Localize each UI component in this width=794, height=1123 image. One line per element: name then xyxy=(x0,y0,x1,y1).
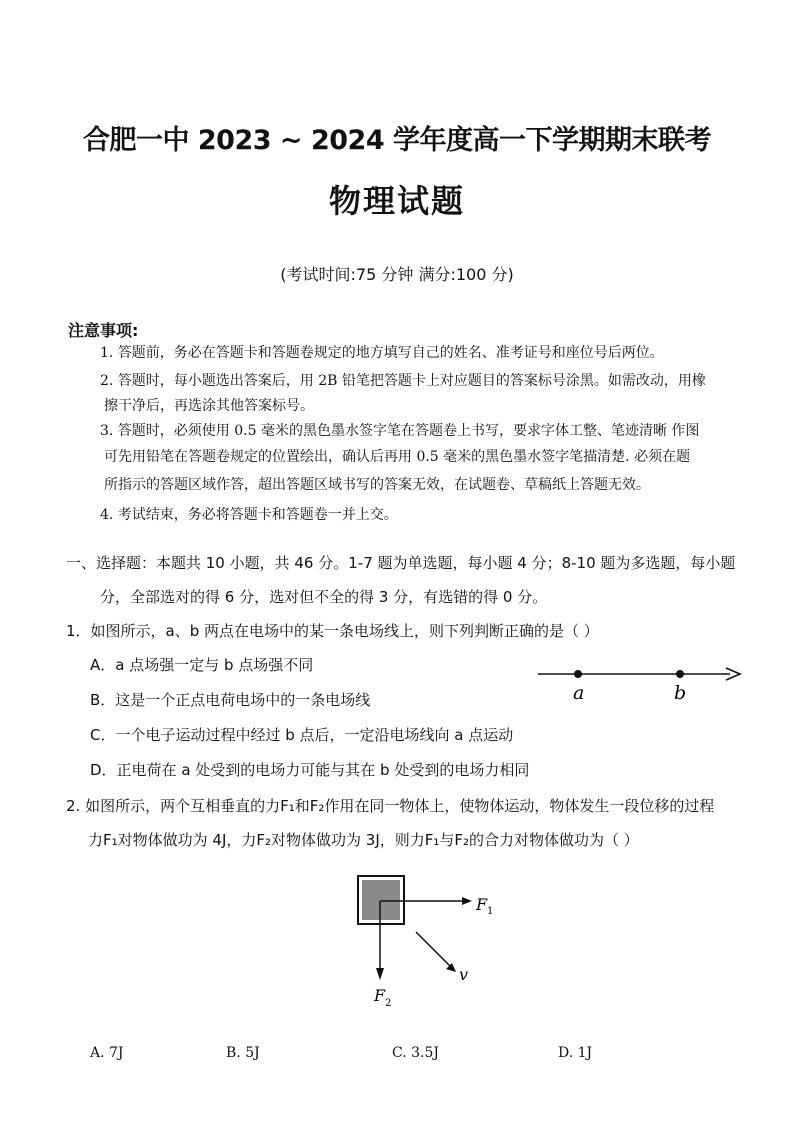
force-f1-label: F xyxy=(476,895,488,914)
q2-force-figure xyxy=(340,868,500,1018)
exam-info: (考试时间:75 分钟 满分:100 分) xyxy=(280,265,514,284)
q2-option-d: D. 1J xyxy=(558,1045,593,1061)
notice-item-2-cont: 擦干净后，再选涂其他答案标号。 xyxy=(104,398,314,414)
section1-line2: 分，全部选对的得 6 分，选对但不全的得 3 分，有选错的得 0 分。 xyxy=(100,588,548,606)
point-b-dot xyxy=(676,670,684,678)
q2-option-a: A. 7J xyxy=(90,1045,124,1061)
velocity-label: v xyxy=(459,965,469,984)
point-b-label: b xyxy=(674,682,687,704)
q2-stem-line2: 力F₁对物体做功为 4J，力F₂对物体做功为 3J，则力F₁与F₂的合力对物体做功为（ ） xyxy=(88,831,639,849)
notice-item-3-cont2: 所指示的答题区域作答，超出答题区域书写的答案无效，在试题卷、草稿纸上答题无效。 xyxy=(104,477,650,493)
exam-title: 合肥一中 2023 ~ 2024 学年度高一下学期期末联考 xyxy=(82,125,711,156)
object-block-fill xyxy=(362,880,400,920)
force-f1-subscript: 1 xyxy=(487,906,494,917)
section1-line1: 一、选择题：本题共 10 小题，共 46 分。1-7 题为单选题，每小题 4 分；8-10 题为多选题，每小题 xyxy=(66,554,736,572)
q2-option-c: C. 3.5J xyxy=(392,1045,439,1061)
q1-option-d: D．正电荷在 a 处受到的电场力可能与其在 b 处受到的电场力相同 xyxy=(90,761,530,779)
q1-option-c: C．一个电子运动过程中经过 b 点后，一定沿电场线向 a 点运动 xyxy=(90,726,514,744)
q1-field-line-figure xyxy=(530,655,750,705)
force-f2-arrowhead xyxy=(376,968,384,980)
force-f2-label: F xyxy=(374,986,386,1005)
q1-stem: 1．如图所示，a、b 两点在电场中的某一条电场线上，则下列判断正确的是（ ） xyxy=(66,622,599,640)
notice-item-2: 2. 答题时，每小题选出答案后，用 2B 铅笔把答题卡上对应题目的答案标号涂黑。如需改动，用橡 xyxy=(100,373,706,389)
force-f1-arrowhead xyxy=(462,897,472,905)
q2-option-b: B. 5J xyxy=(226,1045,260,1061)
point-a-label: a xyxy=(573,682,585,704)
exam-subject: 物理试题 xyxy=(328,182,465,220)
q1-option-b: B．这是一个正点电荷电场中的一条电场线 xyxy=(90,691,371,709)
point-a-dot xyxy=(574,670,582,678)
notice-item-1: 1. 答题前，务必在答题卡和答题卷规定的地方填写自己的姓名、准考证号和座位号后两位。 xyxy=(100,345,664,361)
velocity-line xyxy=(416,932,452,968)
notice-item-4: 4. 考试结束，务必将答题卡和答题卷一并上交。 xyxy=(100,507,398,523)
q1-option-a: A．a 点场强一定与 b 点场强不同 xyxy=(90,656,314,674)
q2-stem-line1: 2. 如图所示，两个互相垂直的力F₁和F₂作用在同一物体上，使物体运动，物体发生一段位移的过程 xyxy=(66,797,715,815)
notice-item-3: 3. 答题时，必须使用 0.5 毫米的黑色墨水签字笔在答题卷上书写，要求字体工整、笔迹清晰 作图 xyxy=(100,423,700,439)
notice-item-3-cont1: 可先用铅笔在答题卷规定的位置绘出，确认后再用 0.5 毫米的黑色墨水签字笔描清楚. 必须在题 xyxy=(104,449,691,465)
notice-heading: 注意事项: xyxy=(68,321,139,340)
force-f2-subscript: 2 xyxy=(385,998,392,1009)
